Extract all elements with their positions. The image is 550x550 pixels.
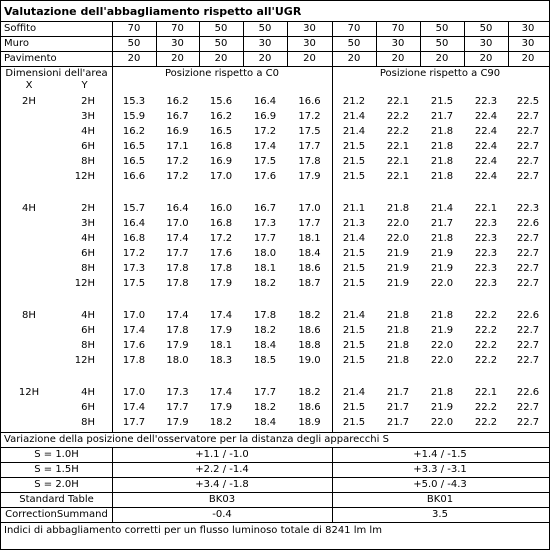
standard-table-c0: BK03 <box>208 494 236 505</box>
ugr-value-c90: 22.7 <box>516 278 540 289</box>
room-y-dimension: 12H <box>74 278 95 289</box>
ugr-value-c0: 17.8 <box>122 355 146 366</box>
room-y-dimension: 4H <box>81 310 95 321</box>
ugr-value-c90: 22.2 <box>386 111 410 122</box>
room-y-dimension: 8H <box>81 156 95 167</box>
room-y-dimension: 3H <box>81 111 95 122</box>
ugr-value-c0: 17.8 <box>166 278 189 289</box>
ugr-value-c90: 21.9 <box>386 278 410 289</box>
room-x-dimension: 4H <box>22 203 36 214</box>
ugr-value-c90: 21.8 <box>430 126 454 137</box>
ugr-value-c0: 15.3 <box>122 96 146 107</box>
variation-divider <box>1 447 549 448</box>
ugr-value-c0: 17.7 <box>298 141 321 152</box>
ugr-value-c90: 21.9 <box>430 248 454 259</box>
ugr-value-c90: 22.4 <box>474 141 498 152</box>
ugr-value-c90: 22.1 <box>474 387 498 398</box>
c0-header: Posizione rispetto a C0 <box>165 68 279 79</box>
room-y-dimension: 12H <box>74 171 95 182</box>
ugr-value-c0: 17.9 <box>209 278 233 289</box>
ugr-value-c0: 17.0 <box>298 203 321 214</box>
ugr-value-c0: 16.2 <box>209 111 233 122</box>
ugr-value-c0: 16.5 <box>209 126 233 137</box>
ugr-value-c0: 17.7 <box>166 402 189 413</box>
standard-table-label: Standard Table <box>19 494 94 505</box>
ugr-value-c90: 22.5 <box>516 96 540 107</box>
ugr-value-c0: 17.8 <box>253 310 277 321</box>
ugr-value-c90: 21.7 <box>430 218 454 229</box>
ugr-value-c90: 21.7 <box>386 402 410 413</box>
ugr-value-c90: 22.1 <box>386 141 410 152</box>
ugr-value-c0: 16.8 <box>209 141 233 152</box>
variation-row-divider <box>1 492 549 493</box>
variation-col-divider <box>332 447 333 522</box>
reflectance-value: 30 <box>521 38 535 49</box>
room-y-dimension: 8H <box>81 263 95 274</box>
reflectance-value: 20 <box>214 53 228 64</box>
ugr-value-c90: 22.7 <box>516 355 540 366</box>
reflectance-col-divider <box>332 21 333 66</box>
reflectance-col-divider <box>156 21 157 66</box>
ugr-value-c0: 17.4 <box>209 310 233 321</box>
ugr-value-c90: 22.2 <box>474 310 498 321</box>
ugr-value-c0: 16.9 <box>209 156 233 167</box>
ugr-value-c90: 21.8 <box>386 340 410 351</box>
ugr-value-c90: 22.7 <box>516 248 540 259</box>
ugr-value-c0: 16.7 <box>166 111 189 122</box>
reflectance-value: 30 <box>391 38 405 49</box>
ugr-value-c0: 16.4 <box>253 96 277 107</box>
reflectance-col-divider <box>464 21 465 66</box>
ugr-value-c90: 22.3 <box>516 203 540 214</box>
ugr-value-c0: 17.4 <box>166 310 189 321</box>
ugr-value-c0: 17.7 <box>253 387 277 398</box>
ugr-value-c0: 18.2 <box>209 417 233 428</box>
c90-header: Posizione rispetto a C90 <box>379 68 501 79</box>
reflectance-col-divider <box>508 21 509 66</box>
ugr-value-c90: 21.5 <box>342 156 366 167</box>
ugr-value-c90: 22.7 <box>516 111 540 122</box>
room-x-dimension: 12H <box>18 387 40 398</box>
room-y-dimension: 8H <box>81 340 95 351</box>
x-label: X <box>25 80 33 91</box>
grid-bottom-divider <box>1 432 549 433</box>
ugr-value-c0: 18.3 <box>209 355 233 366</box>
ugr-value-c0: 17.2 <box>253 126 277 137</box>
ugr-value-c0: 17.4 <box>122 325 146 336</box>
ugr-value-c90: 21.1 <box>342 203 366 214</box>
reflectance-value: 50 <box>127 38 141 49</box>
ugr-value-c90: 22.3 <box>474 248 498 259</box>
reflectance-row-divider <box>1 51 549 52</box>
ugr-value-c90: 21.8 <box>430 156 454 167</box>
ugr-value-c0: 17.7 <box>298 218 321 229</box>
correction-label: CorrectionSummand <box>5 509 108 520</box>
reflectance-value: 50 <box>479 23 493 34</box>
ugr-value-c90: 22.4 <box>474 156 498 167</box>
correction-divider <box>1 522 549 523</box>
ugr-value-c0: 17.4 <box>166 233 189 244</box>
ugr-value-c0: 15.6 <box>209 96 233 107</box>
ugr-value-c90: 21.8 <box>386 325 410 336</box>
ugr-value-c90: 21.4 <box>342 310 366 321</box>
ugr-value-c0: 17.9 <box>209 325 233 336</box>
reflectance-value: 70 <box>391 23 405 34</box>
title-divider <box>1 21 549 22</box>
ugr-value-c0: 17.8 <box>166 263 189 274</box>
ugr-value-c90: 22.1 <box>386 171 410 182</box>
ugr-value-c90: 22.0 <box>386 218 410 229</box>
reflectance-value: 20 <box>258 53 272 64</box>
room-y-dimension: 2H <box>81 203 95 214</box>
ugr-value-c0: 17.8 <box>166 325 189 336</box>
ugr-value-c90: 22.3 <box>474 218 498 229</box>
ugr-value-c90: 21.5 <box>342 141 366 152</box>
reflectance-value: 30 <box>303 38 316 49</box>
grid-col-divider <box>112 66 113 432</box>
ugr-value-c90: 22.1 <box>386 156 410 167</box>
ugr-value-c90: 21.8 <box>430 141 454 152</box>
ugr-value-c0: 16.4 <box>166 203 189 214</box>
ugr-value-c90: 22.6 <box>516 218 540 229</box>
ugr-value-c0: 18.0 <box>253 248 277 259</box>
ugr-value-c90: 22.3 <box>474 278 498 289</box>
ugr-value-c90: 22.0 <box>430 355 454 366</box>
ugr-value-c0: 17.6 <box>209 248 233 259</box>
ugr-value-c0: 15.9 <box>122 111 146 122</box>
ugr-value-c90: 22.7 <box>516 171 540 182</box>
ugr-value-c90: 21.5 <box>342 355 366 366</box>
ugr-value-c90: 22.4 <box>474 126 498 137</box>
ugr-value-c0: 17.4 <box>122 402 146 413</box>
ugr-value-c0: 17.9 <box>166 340 189 351</box>
reflectance-value: 20 <box>521 53 535 64</box>
ugr-value-c90: 21.9 <box>386 263 410 274</box>
ugr-value-c90: 21.8 <box>386 355 410 366</box>
ugr-value-c90: 21.5 <box>342 263 366 274</box>
variation-row-divider <box>1 462 549 463</box>
reflectance-value: 20 <box>391 53 405 64</box>
ugr-value-c0: 16.5 <box>122 156 146 167</box>
ugr-value-c90: 22.3 <box>474 263 498 274</box>
ugr-value-c90: 21.5 <box>342 278 366 289</box>
variation-spacing-label: S = 1.0H <box>34 449 79 460</box>
ugr-value-c90: 22.0 <box>430 340 454 351</box>
room-x-dimension: 2H <box>22 96 36 107</box>
ugr-value-c90: 21.5 <box>342 248 366 259</box>
reflectance-value: 20 <box>303 53 316 64</box>
ugr-value-c90: 22.7 <box>516 325 540 336</box>
ugr-value-c0: 16.6 <box>298 96 321 107</box>
ugr-value-c90: 22.2 <box>474 340 498 351</box>
ugr-value-c0: 17.4 <box>253 141 277 152</box>
ugr-value-c90: 21.8 <box>430 387 454 398</box>
reflectance-value: 50 <box>435 23 449 34</box>
variation-c0: +1.1 / -1.0 <box>195 449 249 460</box>
ugr-value-c0: 17.4 <box>209 387 233 398</box>
ugr-value-c0: 16.2 <box>166 96 189 107</box>
ugr-value-c0: 15.7 <box>122 203 146 214</box>
ugr-value-c0: 16.6 <box>122 171 146 182</box>
ugr-value-c0: 18.5 <box>253 355 277 366</box>
ugr-value-c90: 21.4 <box>342 387 366 398</box>
ugr-value-c90: 22.7 <box>516 340 540 351</box>
room-y-dimension: 6H <box>81 141 95 152</box>
ugr-value-c0: 18.6 <box>298 402 321 413</box>
ugr-value-c90: 22.1 <box>386 96 410 107</box>
ugr-value-c0: 18.2 <box>298 310 321 321</box>
ugr-value-c90: 21.8 <box>430 171 454 182</box>
variation-spacing-label: S = 1.5H <box>34 464 79 475</box>
ugr-value-c90: 22.7 <box>516 263 540 274</box>
reflectance-value: 20 <box>479 53 493 64</box>
ugr-value-c90: 21.7 <box>430 111 454 122</box>
ugr-value-c90: 21.7 <box>386 417 410 428</box>
ugr-value-c0: 17.5 <box>122 278 146 289</box>
ugr-value-c90: 22.1 <box>474 203 498 214</box>
ugr-value-c90: 22.0 <box>386 233 410 244</box>
reflectance-col-divider <box>199 21 200 66</box>
reflectance-value: 70 <box>171 23 184 34</box>
reflectance-value: 70 <box>347 23 361 34</box>
ugr-value-c90: 22.7 <box>516 233 540 244</box>
ugr-value-c0: 18.4 <box>253 340 277 351</box>
luminous-flux-note: Indici di abbagliamento corretti per un flusso luminoso totale di 8241 lm lm <box>4 525 382 536</box>
variation-label: Variazione della posizione dell'osservatore per la distanza degli apparecchi S <box>4 434 389 445</box>
ugr-value-c0: 18.6 <box>298 263 321 274</box>
room-y-dimension: 12H <box>74 355 95 366</box>
ugr-value-c0: 18.0 <box>166 355 189 366</box>
standard-table-divider <box>1 507 549 508</box>
reflectance-col-divider <box>420 21 421 66</box>
reflectance-value: 30 <box>521 23 535 34</box>
reflectance-value: 20 <box>171 53 184 64</box>
ugr-value-c0: 16.5 <box>122 141 146 152</box>
reflectance-col-divider <box>243 21 244 66</box>
ugr-value-c90: 22.7 <box>516 141 540 152</box>
reflectance-label: Muro <box>4 38 29 49</box>
ugr-value-c0: 18.2 <box>253 402 277 413</box>
ugr-value-c90: 21.4 <box>430 203 454 214</box>
ugr-value-c0: 16.9 <box>166 126 189 137</box>
ugr-value-c0: 17.0 <box>122 387 146 398</box>
ugr-value-c0: 18.7 <box>298 278 321 289</box>
ugr-value-c90: 21.5 <box>342 325 366 336</box>
variation-c90: +3.3 / -3.1 <box>413 464 467 475</box>
ugr-value-c90: 22.0 <box>430 278 454 289</box>
ugr-value-c90: 22.7 <box>516 126 540 137</box>
ugr-value-c0: 17.2 <box>122 248 146 259</box>
variation-row-divider <box>1 477 549 478</box>
ugr-value-c0: 17.2 <box>166 156 189 167</box>
ugr-value-c90: 22.2 <box>474 402 498 413</box>
ugr-value-c0: 16.0 <box>209 203 233 214</box>
ugr-value-c0: 17.6 <box>122 340 146 351</box>
table-title: Valutazione dell'abbagliamento rispetto all'UGR <box>4 5 302 18</box>
ugr-value-c90: 21.5 <box>342 171 366 182</box>
reflectance-value: 50 <box>347 38 361 49</box>
ugr-value-c0: 18.2 <box>253 325 277 336</box>
ugr-value-c90: 21.8 <box>386 310 410 321</box>
ugr-value-c0: 17.8 <box>209 263 233 274</box>
reflectance-value: 20 <box>127 53 141 64</box>
ugr-value-c0: 17.2 <box>298 111 321 122</box>
room-y-dimension: 4H <box>81 387 95 398</box>
y-label: Y <box>81 80 88 91</box>
room-dimensions-label: Dimensioni dell'area <box>5 68 108 79</box>
reflectance-value: 30 <box>303 23 316 34</box>
ugr-value-c90: 21.5 <box>342 402 366 413</box>
reflectance-value: 70 <box>127 23 141 34</box>
room-y-dimension: 4H <box>81 233 95 244</box>
room-y-dimension: 4H <box>81 126 95 137</box>
ugr-value-c0: 17.1 <box>166 141 189 152</box>
ugr-value-c0: 17.6 <box>253 171 277 182</box>
ugr-value-c0: 18.2 <box>253 278 277 289</box>
ugr-value-c90: 21.7 <box>386 387 410 398</box>
ugr-value-c0: 16.4 <box>122 218 146 229</box>
ugr-value-c0: 16.9 <box>253 111 277 122</box>
variation-c90: +5.0 / -4.3 <box>413 479 467 490</box>
ugr-value-c90: 21.9 <box>430 325 454 336</box>
room-y-dimension: 6H <box>81 248 95 259</box>
variation-c90: +1.4 / -1.5 <box>413 449 467 460</box>
ugr-value-c0: 18.1 <box>298 233 321 244</box>
ugr-value-c90: 22.7 <box>516 156 540 167</box>
reflectance-value: 50 <box>214 23 228 34</box>
ugr-value-c90: 21.4 <box>342 233 366 244</box>
variation-c0: +3.4 / -1.8 <box>195 479 249 490</box>
ugr-value-c0: 17.9 <box>209 402 233 413</box>
reflectance-value: 30 <box>479 38 493 49</box>
ugr-value-c0: 16.8 <box>122 233 146 244</box>
room-y-dimension: 6H <box>81 402 95 413</box>
ugr-value-c90: 21.9 <box>430 263 454 274</box>
ugr-value-c0: 18.6 <box>298 325 321 336</box>
variation-spacing-label: S = 2.0H <box>34 479 79 490</box>
room-y-dimension: 8H <box>81 417 95 428</box>
ugr-value-c90: 21.4 <box>342 111 366 122</box>
standard-table-c90: BK01 <box>426 494 454 505</box>
ugr-value-c90: 21.2 <box>342 96 366 107</box>
reflectance-row-divider <box>1 36 549 37</box>
reflectance-value: 30 <box>171 38 184 49</box>
reflectance-row-divider <box>1 66 549 67</box>
variation-c0: +2.2 / -1.4 <box>195 464 249 475</box>
reflectance-col-divider <box>287 21 288 66</box>
ugr-value-c90: 22.3 <box>474 96 498 107</box>
reflectance-value: 20 <box>435 53 449 64</box>
reflectance-col-divider <box>376 21 377 66</box>
reflectance-value: 50 <box>258 23 272 34</box>
ugr-value-c90: 22.7 <box>516 402 540 413</box>
room-y-dimension: 2H <box>81 96 95 107</box>
ugr-value-c90: 21.8 <box>430 310 454 321</box>
ugr-value-c90: 21.4 <box>342 126 366 137</box>
room-y-dimension: 6H <box>81 325 95 336</box>
ugr-value-c0: 17.7 <box>122 417 146 428</box>
ugr-value-c90: 22.3 <box>474 233 498 244</box>
reflectance-value: 20 <box>347 53 361 64</box>
ugr-value-c0: 18.1 <box>209 340 233 351</box>
ugr-value-c90: 22.7 <box>516 417 540 428</box>
ugr-value-c90: 22.2 <box>474 325 498 336</box>
room-y-dimension: 3H <box>81 218 95 229</box>
ugr-value-c90: 21.5 <box>430 96 454 107</box>
correction-c90: 3.5 <box>432 509 448 520</box>
ugr-value-c90: 21.8 <box>386 203 410 214</box>
ugr-value-c90: 21.5 <box>342 417 366 428</box>
reflectance-col-divider <box>112 21 113 66</box>
ugr-value-c0: 18.4 <box>298 248 321 259</box>
ugr-value-c0: 19.0 <box>298 355 321 366</box>
reflectance-label: Pavimento <box>4 53 57 64</box>
ugr-value-c0: 17.3 <box>166 387 189 398</box>
ugr-value-c0: 17.0 <box>209 171 233 182</box>
ugr-value-c90: 21.5 <box>342 340 366 351</box>
ugr-value-c0: 18.8 <box>298 340 321 351</box>
ugr-value-c0: 17.9 <box>166 417 189 428</box>
ugr-value-c90: 22.4 <box>474 111 498 122</box>
ugr-value-c0: 17.7 <box>253 233 277 244</box>
ugr-value-c90: 22.6 <box>516 310 540 321</box>
ugr-value-c90: 22.4 <box>474 171 498 182</box>
ugr-value-c0: 16.7 <box>253 203 277 214</box>
ugr-value-c0: 17.7 <box>166 248 189 259</box>
ugr-value-c90: 21.3 <box>342 218 366 229</box>
ugr-value-c0: 17.9 <box>298 171 321 182</box>
reflectance-value: 50 <box>435 38 449 49</box>
ugr-value-c90: 22.2 <box>474 355 498 366</box>
grid-col-divider <box>332 66 333 432</box>
ugr-value-c90: 22.0 <box>430 417 454 428</box>
ugr-value-c0: 18.4 <box>253 417 277 428</box>
ugr-value-c0: 17.8 <box>298 156 321 167</box>
ugr-value-c0: 16.2 <box>122 126 146 137</box>
ugr-value-c0: 18.9 <box>298 417 321 428</box>
reflectance-label: Soffito <box>4 23 37 34</box>
ugr-value-c0: 17.2 <box>166 171 189 182</box>
ugr-value-c90: 21.9 <box>386 248 410 259</box>
ugr-value-c90: 22.2 <box>474 417 498 428</box>
ugr-value-c90: 22.6 <box>516 387 540 398</box>
ugr-value-c0: 17.5 <box>298 126 321 137</box>
correction-c0: -0.4 <box>212 509 232 520</box>
room-x-dimension: 8H <box>22 310 36 321</box>
reflectance-value: 30 <box>258 38 272 49</box>
ugr-value-c0: 17.3 <box>253 218 277 229</box>
ugr-value-c0: 17.0 <box>166 218 189 229</box>
ugr-value-c0: 17.3 <box>122 263 146 274</box>
ugr-value-c0: 17.0 <box>122 310 146 321</box>
ugr-value-c90: 21.9 <box>430 402 454 413</box>
ugr-value-c90: 22.2 <box>386 126 410 137</box>
reflectance-value: 50 <box>214 38 228 49</box>
ugr-value-c0: 18.1 <box>253 263 277 274</box>
ugr-value-c90: 21.8 <box>430 233 454 244</box>
ugr-value-c0: 17.2 <box>209 233 233 244</box>
ugr-value-c0: 18.2 <box>298 387 321 398</box>
ugr-value-c0: 17.5 <box>253 156 277 167</box>
variation-col-divider <box>112 447 113 522</box>
ugr-value-c0: 16.8 <box>209 218 233 229</box>
